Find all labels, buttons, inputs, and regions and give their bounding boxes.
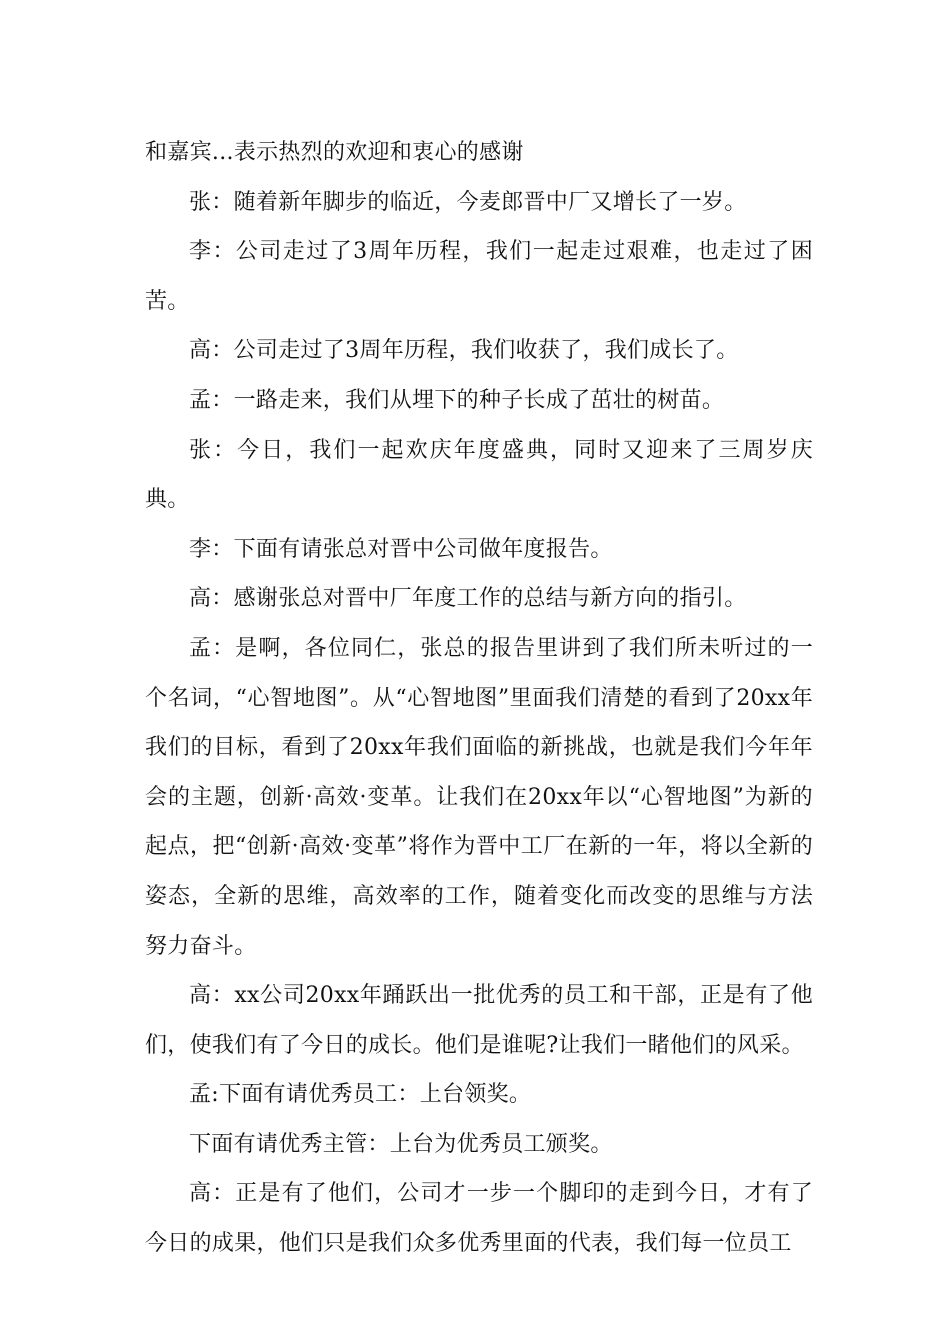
paragraph: 孟：是啊，各位同仁，张总的报告里讲到了我们所未听过的一个名词，“心智地图”。从“心智地图”里面我们清楚的看到了20xx年我们的目标，看到了20xx年我们面临的新挑战，也就是我们今年年会的主题，创新·高效·变革。让我们在20xx年以“心智地图”为新的起点，把“创新·高效·变革”将作为晋中工厂在新的一年，将以全新的姿态，全新的思维，高效率的工作，随着变化而改变的思维与方法努力奋斗。 (145, 635, 813, 959)
paragraph: 李：下面有请张总对晋中公司做年度报告。 (189, 536, 613, 562)
paragraph: 高：公司走过了3周年历程，我们收获了，我们成长了。 (189, 338, 739, 364)
paragraph: 下面有请优秀主管：上台为优秀员工颁奖。 (189, 1131, 613, 1157)
paragraph: 高：正是有了他们，公司才一步一个脚印的走到今日，才有了今日的成果，他们只是我们众多优秀里面的代表，我们每一位员工 (145, 1181, 813, 1257)
paragraph: 高：感谢张总对晋中厂年度工作的总结与新方向的指引。 (189, 586, 747, 612)
document-body (145, 128, 813, 1269)
paragraph: 和嘉宾...表示热烈的欢迎和衷心的感谢 (145, 140, 524, 165)
paragraph: 张：今日，我们一起欢庆年度盛典，同时又迎来了三周岁庆典。 (145, 437, 813, 513)
paragraph: 高：xx公司20xx年踊跃出一批优秀的员工和干部，正是有了他们，使我们有了今日的成长。他们是谁呢?让我们一睹他们的风采。 (145, 983, 813, 1058)
paragraph: 孟：一路走来，我们从埋下的种子长成了茁壮的树苗。 (189, 387, 725, 413)
paragraph: 孟:下面有请优秀员工：上台领奖。 (189, 1082, 532, 1108)
paragraph: 张：随着新年脚步的临近，今麦郎晋中厂又增长了一岁。 (189, 189, 747, 215)
paragraph: 李：公司走过了3周年历程，我们一起走过艰难，也走过了困苦。 (145, 239, 813, 314)
